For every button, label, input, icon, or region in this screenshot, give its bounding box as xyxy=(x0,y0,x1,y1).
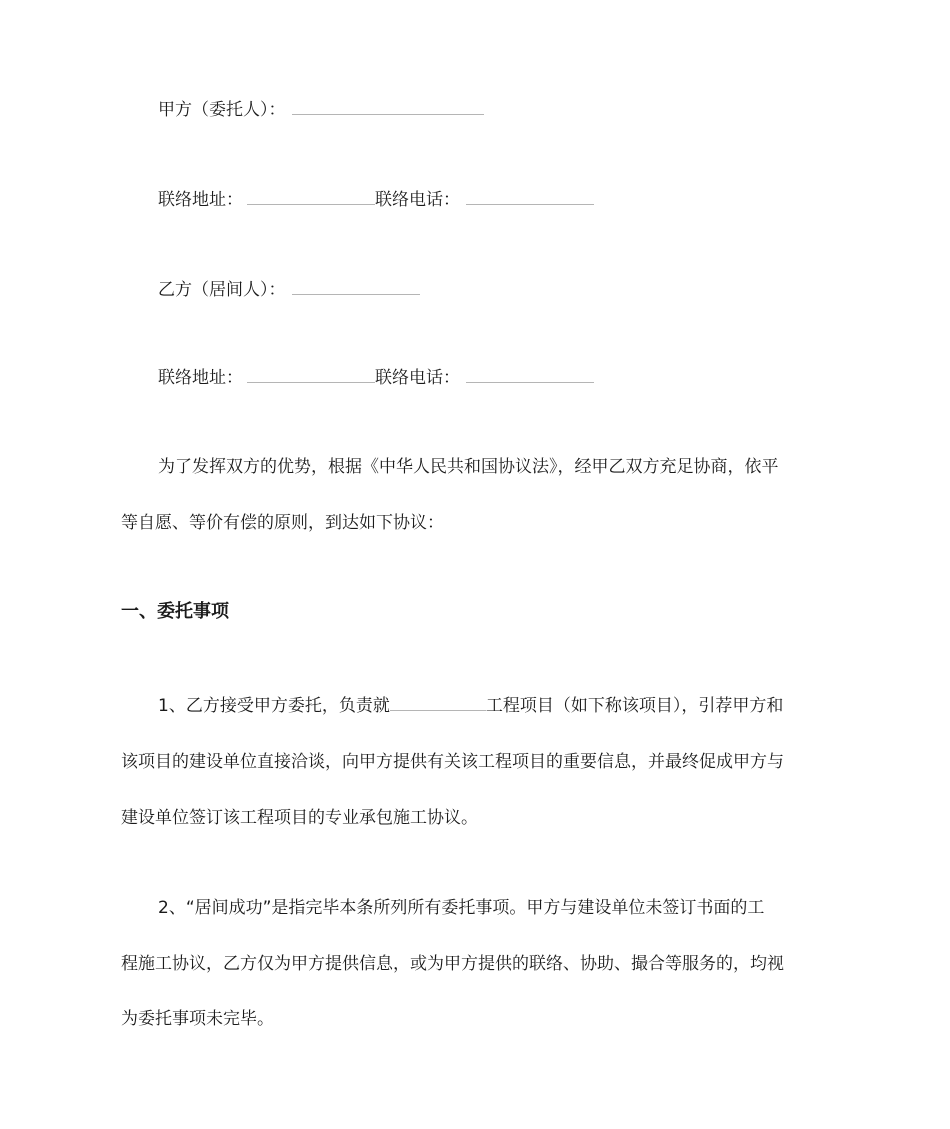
party-b-label: 乙方（居间人）： xyxy=(158,280,286,300)
party-b-contact-row xyxy=(158,366,594,390)
clause-1-line-1 xyxy=(158,694,783,718)
preamble-line-2: 等自愿、等价有偿的原则，到达如下协议： xyxy=(121,513,444,533)
party-a-address-label: 联络地址： xyxy=(158,190,243,210)
project-name-blank[interactable] xyxy=(390,696,486,711)
clause-2-line-2: 程施工协议，乙方仅为甲方提供信息，或为甲方提供的联络、协助、撮合等服务的，均视 xyxy=(121,954,784,974)
clause-2-line-3: 为委托事项未完毕。 xyxy=(121,1009,274,1029)
party-a-phone-label: 联络电话： xyxy=(375,190,460,210)
party-a-row xyxy=(158,98,484,122)
section-1-title: 一、委托事项 xyxy=(121,601,229,622)
party-b-address-blank[interactable] xyxy=(247,368,375,383)
party-a-name-blank[interactable] xyxy=(292,100,484,115)
party-b-phone-label: 联络电话： xyxy=(375,368,460,388)
preamble-line-1: 为了发挥双方的优势，根据《中华人民共和国协议法》，经甲乙双方充足协商，依平 xyxy=(158,457,779,477)
party-a-label: 甲方（委托人）： xyxy=(158,100,286,120)
party-a-phone-blank[interactable] xyxy=(466,190,594,205)
party-a-contact-row xyxy=(158,188,594,212)
clause-2-line-1: 2、“居间成功”是指完毕本条所列所有委托事项。甲方与建设单位未签订书面的工 xyxy=(158,898,765,918)
clause-1-line-2: 该项目的建设单位直接洽谈，向甲方提供有关该工程项目的重要信息，并最终促成甲方与 xyxy=(121,752,784,772)
party-b-row xyxy=(158,278,420,302)
clause-1-text-after: 工程项目（如下称该项目），引荐甲方和 xyxy=(485,696,784,716)
party-b-name-blank[interactable] xyxy=(292,280,420,295)
clause-1-text-before: 1、乙方接受甲方委托，负责就 xyxy=(158,696,390,716)
party-b-address-label: 联络地址： xyxy=(158,368,243,388)
party-b-phone-blank[interactable] xyxy=(466,368,594,383)
party-a-address-blank[interactable] xyxy=(247,190,375,205)
clause-1-line-3: 建设单位签订该工程项目的专业承包施工协议。 xyxy=(121,808,478,828)
